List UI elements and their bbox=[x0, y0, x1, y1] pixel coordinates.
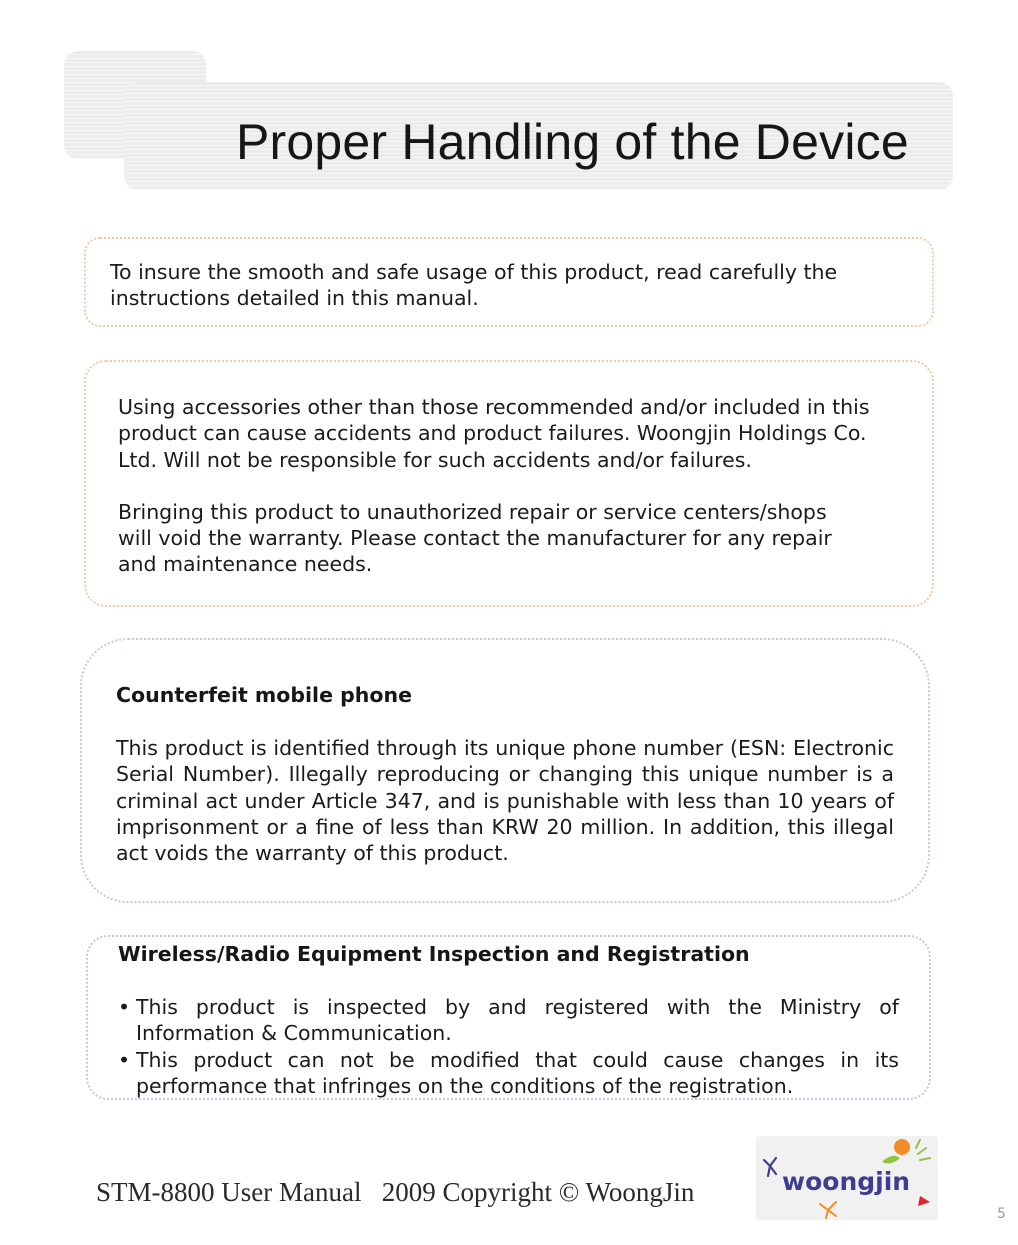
footer-text bbox=[96, 1172, 694, 1212]
intro-box bbox=[84, 237, 934, 327]
accessories-paragraph: Using accessories other than those recommended and/or included in this product can cause accidents and product failures. Woongjin Holdings Co. Ltd. Will not be responsible for such accidents and/or failures. bbox=[118, 395, 870, 472]
accessories-box bbox=[84, 360, 934, 607]
woongjin-logo bbox=[756, 1136, 938, 1220]
page-number: 5 bbox=[997, 1206, 1006, 1222]
wireless-bullet-list bbox=[118, 994, 899, 1099]
footer-manual-title: STM-8800 User Manual bbox=[96, 1177, 362, 1207]
counterfeit-body: This product is identified through its unique phone number (ESN: Electronic Serial Number). Illegally reproducing or changing this unique number is a criminal act under Article 347, and is punishable with less than 10 years of imprisonment or a fine of less than KRW 20 million. In addition, this illegal act voids the warranty of this product. bbox=[116, 736, 894, 866]
logo-wordmark: woongjin bbox=[782, 1167, 911, 1196]
wireless-bullet-item: • This product can not be modified that could cause changes in its performance that infringes on the conditions of the registration. bbox=[118, 1047, 899, 1100]
footer-copyright: 2009 Copyright © WoongJin bbox=[381, 1177, 695, 1207]
logo-triangle-icon bbox=[918, 1196, 930, 1206]
wireless-box bbox=[86, 935, 931, 1100]
logo-figure-icon bbox=[764, 1158, 776, 1176]
logo-figure-bottom-icon bbox=[820, 1202, 836, 1218]
intro-text: To insure the smooth and safe usage of this product, read carefully the instructions detailed in this manual. bbox=[110, 260, 838, 311]
woongjin-logo-graphic bbox=[756, 1136, 938, 1220]
counterfeit-box bbox=[80, 638, 930, 903]
wireless-heading: Wireless/Radio Equipment Inspection and Registration bbox=[118, 942, 750, 966]
logo-sparkle-icon bbox=[916, 1140, 930, 1160]
counterfeit-heading: Counterfeit mobile phone bbox=[116, 683, 412, 707]
wireless-bullet-item: • This product is inspected by and registered with the Ministry of Information & Communication. bbox=[118, 994, 899, 1047]
warranty-paragraph: Bringing this product to unauthorized repair or service centers/shops will void the warranty. Please contact the manufacturer for any repair and maintenance needs. bbox=[118, 499, 832, 577]
logo-sun-icon bbox=[894, 1139, 910, 1155]
page-title: Proper Handling of the Device bbox=[236, 114, 909, 170]
logo-leaf-icon bbox=[882, 1156, 900, 1164]
